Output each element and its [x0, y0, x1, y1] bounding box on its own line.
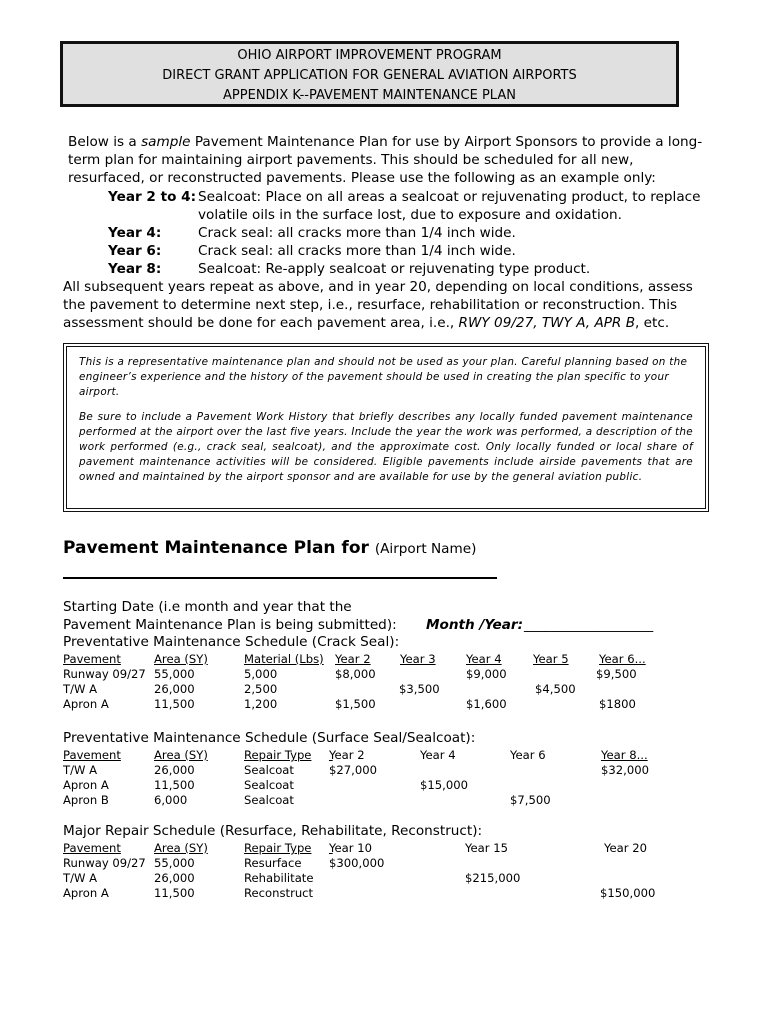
table-cell: Sealcoat — [244, 793, 294, 807]
table-cell: 5,000 — [244, 667, 278, 681]
note-paragraph: Be sure to include a Pavement Work History that briefly describes any locally funded pavement maintenance performed at the airport over the last five years. Include the year the work was performed, a description of the work performed (e.g., crack seal, sealcoat), and the approximate cost. Only locally funded or local share of pavement maintenance activities will be considered. Eligible pavements include airside pavements that are owned and maintained by the airport sponsor and are available for use by the general aviation public. — [79, 411, 693, 483]
subsequent-examples: RWY 09/27, TWY A, APR B — [458, 315, 636, 331]
subsequent-plain: assessment should be done for each pavement area, i.e., — [63, 315, 459, 331]
subsequent-plain: , etc. — [635, 315, 670, 331]
table-header-text: Year 6 — [510, 748, 546, 762]
table-cell: $9,500 — [596, 667, 637, 681]
table-cell: 26,000 — [154, 763, 195, 777]
table-cell: $1800 — [599, 697, 636, 711]
table-cell: Apron B — [63, 793, 109, 807]
table-header: Area (SY) — [154, 841, 208, 855]
table-header: Year 2 — [335, 652, 371, 666]
year-item — [108, 243, 516, 259]
table-cell: Reconstruct — [244, 886, 314, 900]
year-text: Sealcoat: Place on all areas a sealcoat or rejuvenating product, to replace — [198, 189, 701, 205]
table-cell: $150,000 — [600, 886, 656, 900]
year-label: Year 6: — [108, 243, 162, 259]
month-year-label: Month /Year: — [426, 617, 524, 633]
table-cell: $8,000 — [335, 667, 376, 681]
year-item — [108, 261, 590, 277]
table-header: Year 5 — [533, 652, 569, 666]
intro-emphasis: sample — [141, 134, 191, 150]
year-label: Year 8: — [108, 261, 162, 277]
table-cell: 55,000 — [154, 667, 195, 681]
year-item — [108, 207, 622, 223]
table-header: Year 3 — [400, 652, 436, 666]
table-cell: Apron A — [63, 886, 109, 900]
table-header — [329, 841, 648, 855]
table-header: Repair Type — [244, 841, 312, 855]
table-cell: $1,600 — [466, 697, 507, 711]
table-cell: 11,500 — [154, 778, 195, 792]
intro-text: resurfaced, or reconstructed pavements. Please use the following as an example only: — [68, 170, 656, 186]
table-cell: T/W A — [63, 763, 98, 777]
intro-paragraph — [68, 133, 708, 187]
table-header-text: Year 10 — [329, 841, 372, 855]
table-cell: 1,200 — [244, 697, 278, 711]
table-header-text: Year 20 — [604, 841, 647, 855]
starting-date-label: Pavement Maintenance Plan is being submitted): — [63, 617, 397, 633]
subsequent-text — [63, 315, 669, 331]
table-cell: 6,000 — [154, 793, 188, 807]
year-item — [108, 225, 516, 241]
table-cell: Runway 09/27 — [63, 856, 146, 870]
table-header: Pavement — [63, 841, 121, 855]
table-cell: $32,000 — [601, 763, 649, 777]
table-cell: 26,000 — [154, 682, 195, 696]
month-year-blank[interactable]: ___________________ — [524, 617, 654, 633]
plan-title — [63, 538, 476, 558]
table-header: Pavement — [63, 748, 121, 762]
table-cell: 2,500 — [244, 682, 278, 696]
table-cell: Sealcoat — [244, 763, 294, 777]
table-header: Year 6... — [599, 652, 646, 666]
table-cell: Apron A — [63, 778, 109, 792]
table-cell: $15,000 — [420, 778, 468, 792]
table-cell: $3,500 — [399, 682, 440, 696]
year-text: Crack seal: all cracks more than 1/4 inch wide. — [198, 243, 516, 259]
header-application: DIRECT GRANT APPLICATION FOR GENERAL AVIATION AIRPORTS — [162, 68, 577, 83]
note-paragraph: This is a representative maintenance plan and should not be used as your plan. Careful planning based on the engineer’s experience and the history of the pavement should be used in creating the plan specific to your airport. — [79, 356, 688, 398]
intro-text: term plan for maintaining airport pavements. This should be scheduled for all new, — [68, 152, 634, 168]
table-cell: $4,500 — [535, 682, 576, 696]
table-cell: Apron A — [63, 697, 109, 711]
table-cell: $7,500 — [510, 793, 551, 807]
table-cell: $9,000 — [466, 667, 507, 681]
table-header: Area (SY) — [154, 652, 208, 666]
sealcoat-title: Preventative Maintenance Schedule (Surface Seal/Sealcoat): — [63, 730, 476, 746]
starting-date-label: Starting Date (i.e month and year that the — [63, 599, 352, 615]
year-text: Sealcoat: Re-apply sealcoat or rejuvenating type product. — [198, 261, 591, 277]
table-cell: T/W A — [63, 871, 98, 885]
airport-name-label: (Airport Name) — [374, 541, 477, 557]
table-header: Repair Type — [244, 748, 312, 762]
airport-name-line[interactable] — [63, 577, 497, 579]
table-header: Area (SY) — [154, 748, 208, 762]
table-header: Year 4 — [466, 652, 502, 666]
table-cell: $300,000 — [329, 856, 385, 870]
table-cell: $27,000 — [329, 763, 377, 777]
year-label: Year 4: — [108, 225, 162, 241]
intro-text: Below is a — [68, 134, 142, 150]
subsequent-text: the pavement to determine next step, i.e., resurface, rehabilitation or reconstruction. This — [63, 297, 678, 313]
table-header-text: Year 15 — [465, 841, 508, 855]
intro-text: Pavement Maintenance Plan for use by Airport Sponsors to provide a long- — [190, 134, 703, 150]
major-repair-title: Major Repair Schedule (Resurface, Rehabilitate, Reconstruct): — [63, 823, 483, 839]
table-cell: Runway 09/27 — [63, 667, 146, 681]
plan-title-text: Pavement Maintenance Plan for — [63, 538, 375, 558]
document-header — [60, 41, 679, 107]
table-cell: 11,500 — [154, 697, 195, 711]
header-appendix: APPENDIX K--PAVEMENT MAINTENANCE PLAN — [223, 88, 516, 103]
table-header: Material (Lbs) — [244, 652, 324, 666]
year-item — [108, 189, 700, 205]
table-cell: 11,500 — [154, 886, 195, 900]
table-cell: $215,000 — [465, 871, 521, 885]
year-text: Crack seal: all cracks more than 1/4 inch wide. — [198, 225, 516, 241]
table-cell: $1,500 — [335, 697, 376, 711]
table-cell: Rehabilitate — [244, 871, 314, 885]
table-cell: 55,000 — [154, 856, 195, 870]
year-label: Year 2 to 4: — [108, 189, 197, 205]
note-box — [63, 343, 709, 512]
table-cell: 26,000 — [154, 871, 195, 885]
crack-seal-title: Preventative Maintenance Schedule (Crack Seal): — [63, 634, 400, 650]
header-program: OHIO AIRPORT IMPROVEMENT PROGRAM — [237, 48, 502, 63]
table-header-text: Year 4 — [420, 748, 456, 762]
table-header: Pavement — [63, 652, 121, 666]
table-header-text: Year 2 — [329, 748, 365, 762]
table-cell: Resurface — [244, 856, 302, 870]
year-text: volatile oils in the surface lost, due to exposure and oxidation. — [198, 207, 622, 223]
subsequent-text: All subsequent years repeat as above, and in year 20, depending on local conditions, assess — [63, 279, 693, 295]
table-header: Year 8... — [601, 748, 648, 762]
table-header — [329, 748, 592, 762]
table-cell: T/W A — [63, 682, 98, 696]
table-cell: Sealcoat — [244, 778, 294, 792]
